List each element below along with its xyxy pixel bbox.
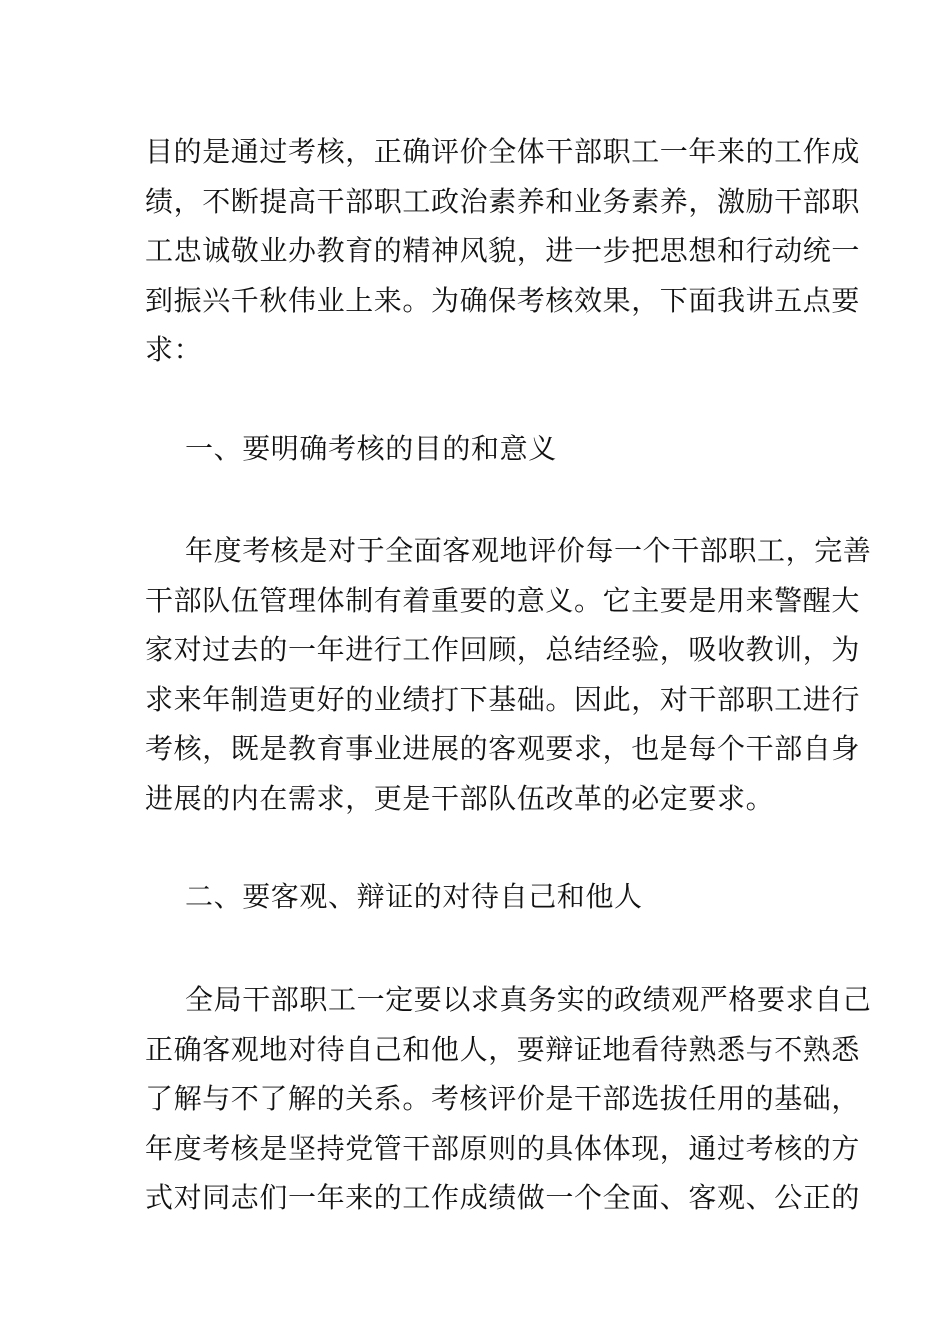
paragraph-line: 了解与不了解的关系。考核评价是干部选拔任用的基础， bbox=[145, 1082, 861, 1115]
paragraph-line: 年度考核是对于全面客观地评价每一个干部职工，完善 bbox=[185, 534, 872, 567]
section-2-paragraph bbox=[145, 975, 872, 1223]
section-heading-1 bbox=[145, 424, 810, 474]
section-1-paragraph bbox=[145, 526, 872, 823]
paragraph-line: 年度考核是坚持党管干部原则的具体体现，通过考核的方 bbox=[145, 1131, 861, 1165]
paragraph-line: 求来年制造更好的业绩打下基础。因此，对干部职工进行 bbox=[145, 682, 861, 716]
paragraph-line: 考核，既是教育事业进展的客观要求，也是每个干部自身 bbox=[145, 732, 861, 765]
intro-line: 工忠诚敬业办教育的精神风貌，进一步把思想和行动统一 bbox=[145, 234, 861, 267]
paragraph-line: 干部队伍管理体制有着重要的意义。它主要是用来警醒大 bbox=[145, 583, 861, 617]
section-heading-2 bbox=[145, 872, 810, 922]
intro-line: 求： bbox=[145, 333, 203, 366]
intro-paragraph bbox=[145, 127, 861, 375]
section-heading-text: 二、要客观、辩证的对待自己和他人 bbox=[185, 880, 643, 913]
paragraph-line: 家对过去的一年进行工作回顾，总结经验，吸收教训，为 bbox=[145, 633, 861, 666]
paragraph-line: 正确客观地对待自己和他人，要辩证地看待熟悉与不熟悉 bbox=[145, 1032, 861, 1066]
paragraph-line: 全局干部职工一定要以求真务实的政绩观严格要求自己 bbox=[185, 983, 872, 1016]
intro-line: 绩，不断提高干部职工政治素养和业务素养，激励干部职 bbox=[145, 184, 861, 218]
intro-line: 到振兴千秋伟业上来。为确保考核效果，下面我讲五点要 bbox=[145, 283, 861, 317]
intro-line: 目的是通过考核，正确评价全体干部职工一年来的工作成 bbox=[145, 135, 861, 168]
section-heading-text: 一、要明确考核的目的和意义 bbox=[185, 432, 557, 465]
paragraph-line: 式对同志们一年来的工作成绩做一个全面、客观、公正的 bbox=[145, 1181, 861, 1214]
paragraph-line: 进展的内在需求，更是干部队伍改革的必定要求。 bbox=[145, 781, 775, 815]
